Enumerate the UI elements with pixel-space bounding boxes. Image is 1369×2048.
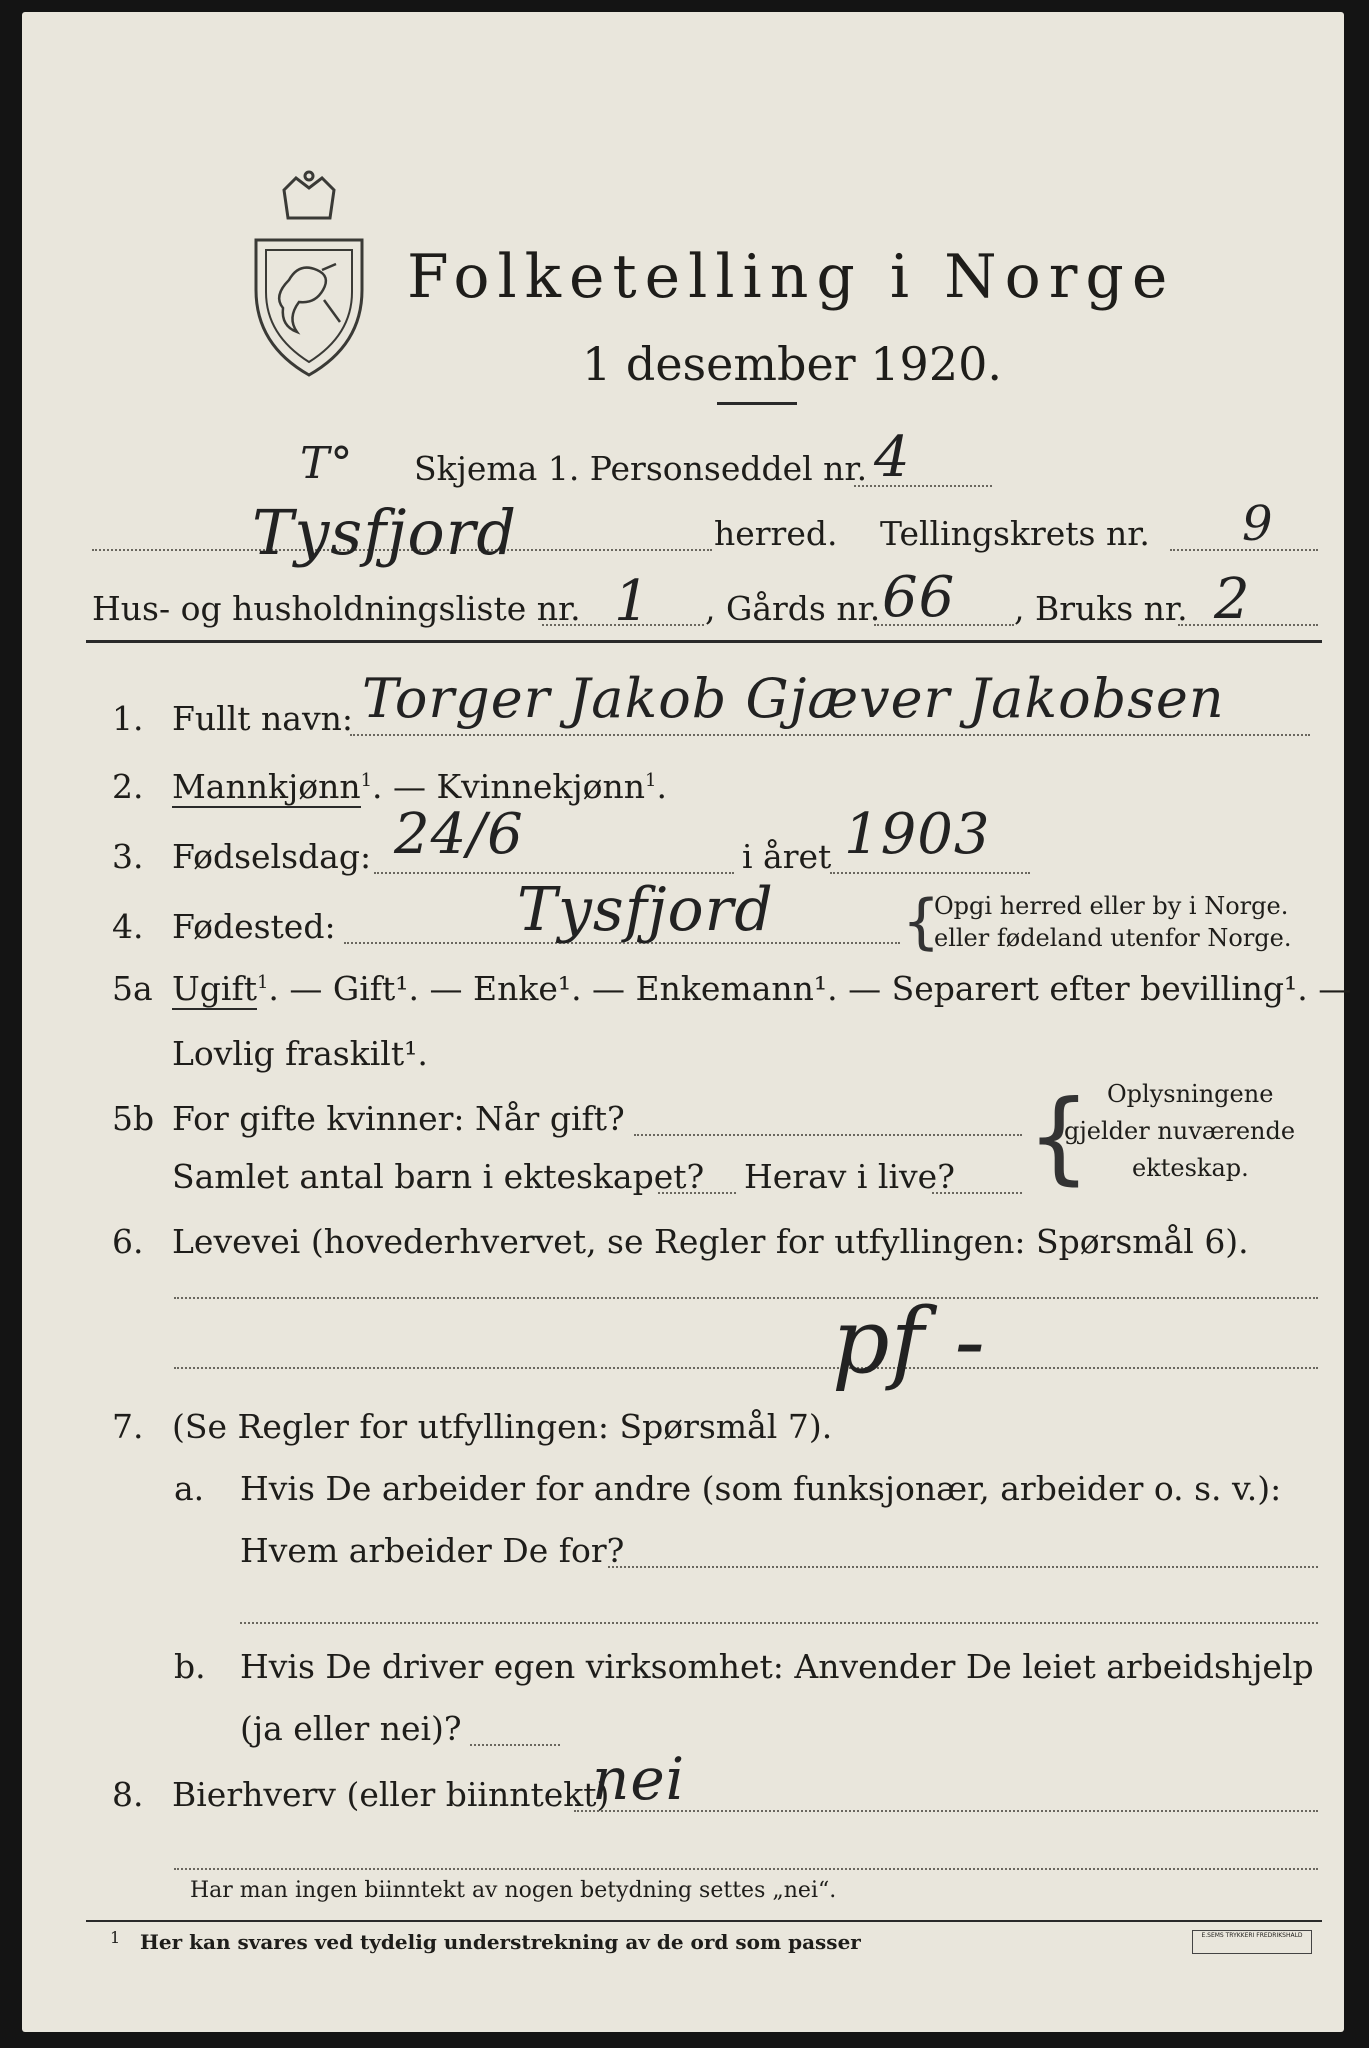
occupation-value: pf - <box>832 1289 986 1394</box>
q7a-letter: a. <box>174 1469 205 1508</box>
q4-label: Fødested: <box>172 907 336 946</box>
q2-end: . <box>656 767 667 806</box>
q5b-note-line2: gjelder nuværende <box>1064 1117 1296 1145</box>
skjema-prefix-mark: T° <box>300 438 354 489</box>
q5b-brace: { <box>1027 1078 1091 1195</box>
printer-stamp-text: E.SEMS TRYKKERI FREDRIKSHALD <box>1201 1932 1303 1939</box>
q1-label: Fullt navn: <box>172 699 353 738</box>
q3-number: 3. <box>112 837 144 876</box>
year-label: i året <box>742 837 832 876</box>
q7a-employer-label: Hvem arbeider De for? <box>240 1531 625 1570</box>
q1-number: 1. <box>112 699 144 738</box>
q5b-note-line3: ekteskap. <box>1132 1154 1249 1182</box>
norwegian-coat-of-arms-icon <box>244 170 374 380</box>
q4-note-line1: Opgi herred eller by i Norge. <box>934 892 1289 920</box>
kvinnekjonn-option: . — Kvinnekjønn <box>372 767 645 806</box>
q7-number: 7. <box>112 1407 144 1446</box>
tellingskrets-number: 9 <box>1242 496 1274 552</box>
q4-note-line2: eller fødeland utenfor Norge. <box>934 924 1292 952</box>
footnote-text: Her kan svares ved tydelig understrekning av de ord som passer <box>140 1930 861 1954</box>
tellingskrets-label: Tellingskrets nr. <box>880 514 1150 553</box>
bruks-number: 2 <box>1214 567 1251 632</box>
q5b-number: 5b <box>112 1099 155 1138</box>
footer-note: Har man ingen biinntekt av nogen betydning settes „nei“. <box>190 1878 837 1903</box>
bruks-label: , Bruks nr. <box>1014 589 1188 628</box>
q6-number: 6. <box>112 1222 144 1261</box>
hus-number: 1 <box>614 569 651 634</box>
q5a-options: Ugift$^1$. — Gift¹. — Enke¹. — Enkemann¹. — Separert efter bevilling¹. — <box>172 969 1352 1008</box>
hus-label: Hus- og husholdningsliste nr. <box>92 589 581 628</box>
q7b-text: Hvis De driver egen virksomhet: Anvender De leiet arbeidshjelp <box>240 1647 1314 1686</box>
q5b-note-line1: Oplysningene <box>1107 1080 1274 1108</box>
q2-options: Mannkjønn$^1$. — Kvinnekjønn$^1$. <box>172 767 667 806</box>
census-form-sheet <box>22 12 1352 2032</box>
printer-stamp <box>1192 1930 1312 1954</box>
birthdate-value: 24/6 <box>394 802 524 867</box>
herred-value: Tysfjord <box>252 496 518 569</box>
q4-number: 4. <box>112 907 144 946</box>
q3-label: Fødselsdag: <box>172 837 372 876</box>
birthplace-value: Tysfjord <box>517 875 774 945</box>
skjema-label: Skjema 1. Personseddel nr. <box>414 449 868 488</box>
q4-brace: { <box>902 887 941 957</box>
q5a-number: 5a <box>112 969 153 1008</box>
q7b-letter: b. <box>174 1647 206 1686</box>
q5b-children-label: Samlet antal barn i ekteskapet? <box>172 1157 705 1196</box>
q5a-other-options: . — Gift¹. — Enke¹. — Enkemann¹. — Separert efter bevilling¹. — <box>268 969 1352 1008</box>
ugift-underlined: Ugift <box>172 969 257 1008</box>
personseddel-number: 4 <box>874 425 911 490</box>
q8-number: 8. <box>112 1775 144 1814</box>
q6-label: Levevei (hovederhvervet, se Regler for utfyllingen: Spørsmål 6). <box>172 1222 1249 1261</box>
q2-number: 2. <box>112 767 144 806</box>
title-divider <box>717 402 797 405</box>
header-divider <box>86 640 1322 643</box>
q8-label: Bierhverv (eller biinntekt) <box>172 1775 610 1814</box>
full-name-value: Torger Jakob Gjæver Jakobsen <box>362 667 1225 730</box>
gards-number: 66 <box>882 565 956 630</box>
q5a-line2: Lovlig fraskilt¹. <box>172 1034 428 1073</box>
side-income-value: nei <box>592 1745 686 1813</box>
q7a-text: Hvis De arbeider for andre (som funksjonær, arbeider o. s. v.): <box>240 1469 1282 1508</box>
footer-divider <box>86 1920 1322 1922</box>
q7-label: (Se Regler for utfyllingen: Spørsmål 7). <box>172 1407 833 1446</box>
form-title: Folketelling i Norge <box>407 242 1176 312</box>
birth-year-value: 1903 <box>844 802 991 867</box>
census-date: 1 desember 1920. <box>582 337 1002 391</box>
gards-label: , Gårds nr. <box>705 589 881 628</box>
q5b-label: For gifte kvinner: Når gift? <box>172 1099 625 1138</box>
herred-label: herred. <box>714 514 838 553</box>
q5b-alive-label: Herav i live? <box>744 1157 955 1196</box>
footnote-mark: 1 <box>110 1928 121 1947</box>
mannkjonn-underlined: Mannkjønn <box>172 767 361 806</box>
q7b-ja-nei-label: (ja eller nei)? <box>240 1709 462 1748</box>
